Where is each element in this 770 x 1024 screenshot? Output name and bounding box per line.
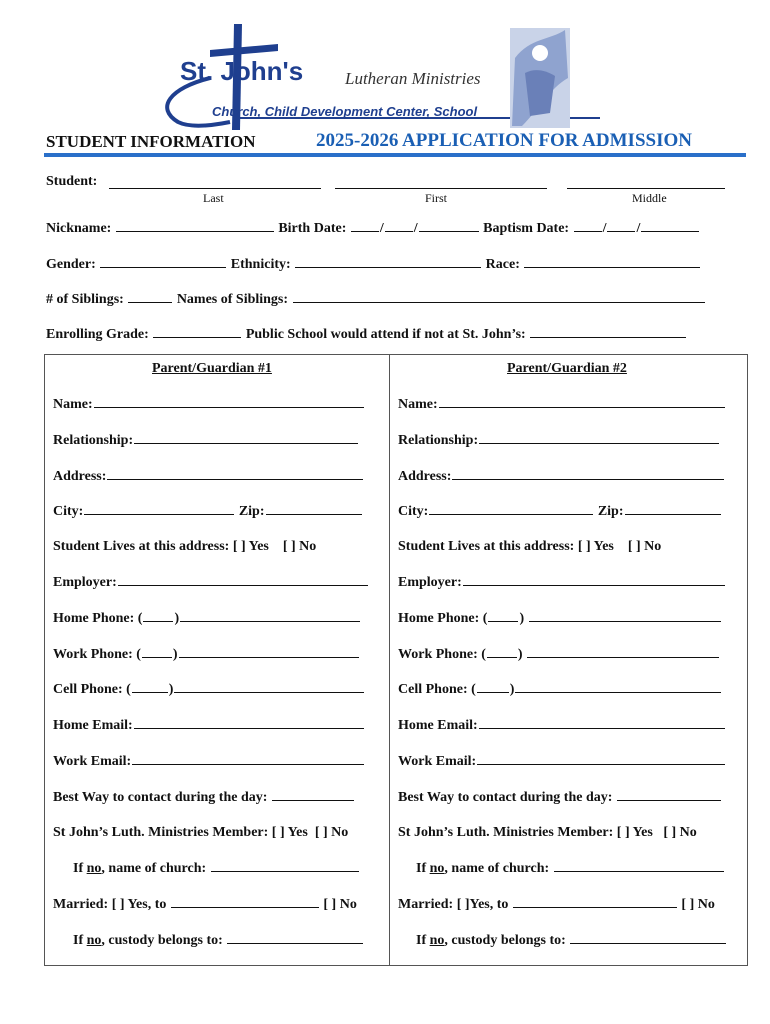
p2-home-email-row: [398, 718, 726, 734]
no-word: no: [429, 933, 445, 948]
p1-relationship-field[interactable]: [134, 442, 358, 444]
p2-city-label: City:: [398, 504, 429, 519]
p2-member-no[interactable]: [ ] No: [663, 825, 697, 840]
p2-lives-yes[interactable]: Student Lives at this address: [ ] Yes: [398, 539, 614, 554]
p1-church-field[interactable]: [211, 870, 359, 872]
baptism-date-label: Baptism Date:: [483, 221, 570, 236]
p1-custody-row: [73, 933, 364, 949]
no-word: no: [86, 861, 102, 876]
p1-home-phone-field[interactable]: [180, 620, 360, 622]
if-word: If: [416, 933, 427, 948]
p1-member-yes[interactable]: St John’s Luth. Ministries Member: [ ] Yes: [53, 825, 308, 840]
nickname-field[interactable]: [116, 230, 274, 232]
baptism-year-field[interactable]: [641, 230, 699, 232]
p2-work-email-row: [398, 754, 726, 770]
close-paren: ): [168, 682, 174, 697]
p2-custody-row: [416, 933, 727, 949]
nickname-row: Nickname: Birth Date: / / Baptism Date: / /: [46, 221, 700, 237]
baptism-day-field[interactable]: [607, 230, 635, 232]
p2-address-row: [398, 469, 725, 485]
p1-cell-phone-row: [53, 682, 365, 698]
p2-church-label: , name of church:: [444, 861, 550, 876]
if-word: If: [73, 933, 84, 948]
p2-cell-phone-label: Cell Phone: (: [398, 682, 476, 697]
close-paren: ): [172, 647, 178, 662]
p1-church-label: , name of church:: [101, 861, 207, 876]
p1-home-phone-label: Home Phone: (: [53, 611, 143, 626]
p1-married-no[interactable]: [ ] No: [323, 897, 357, 912]
race-label: Race:: [485, 257, 520, 272]
p1-home-phone-row: [53, 611, 361, 627]
nickname-label: Nickname:: [46, 221, 112, 236]
p1-cell-phone-field[interactable]: [174, 691, 364, 693]
p1-work-phone-field[interactable]: [179, 656, 359, 658]
middle-label: Middle: [632, 191, 667, 205]
p2-employer-label: Employer:: [398, 575, 462, 590]
p1-spouse-field[interactable]: [171, 906, 319, 908]
p2-work-phone-field[interactable]: [527, 656, 719, 658]
p1-best-way-label: Best Way to contact during the day:: [53, 790, 268, 805]
p2-member-yes[interactable]: St John’s Luth. Ministries Member: [ ] Yes: [398, 825, 653, 840]
p1-work-phone-label: Work Phone: (: [53, 647, 141, 662]
p2-city-field[interactable]: [429, 513, 593, 515]
p2-lives-no[interactable]: [ ] No: [627, 539, 662, 554]
table-divider: [389, 354, 390, 966]
p2-best-way-field[interactable]: [617, 799, 721, 801]
student-row: [46, 174, 97, 190]
p2-work-area-field[interactable]: [487, 656, 517, 658]
close-paren: ): [517, 647, 523, 662]
p2-name-label: Name:: [398, 397, 438, 412]
if-word: If: [73, 861, 84, 876]
p2-home-phone-label: Home Phone: (: [398, 611, 488, 626]
middle-name-field[interactable]: [567, 187, 725, 189]
p2-home-area-field[interactable]: [488, 620, 518, 622]
p2-address-label: Address:: [398, 469, 452, 484]
birth-date-label: Birth Date:: [278, 221, 347, 236]
p2-work-phone-row: [398, 647, 720, 663]
last-name-field[interactable]: [109, 187, 321, 189]
p2-cell-area-field[interactable]: [477, 691, 509, 693]
baptism-month-field[interactable]: [574, 230, 602, 232]
title-rule: [44, 153, 746, 157]
p1-address-field[interactable]: [107, 478, 363, 480]
logo-tagline: Church, Child Development Center, School: [212, 104, 478, 119]
p2-zip-field[interactable]: [625, 513, 721, 515]
p1-name-field[interactable]: [94, 406, 364, 408]
siblings-names-field[interactable]: [293, 301, 705, 303]
p1-work-email-field[interactable]: [132, 763, 364, 765]
p1-lives-no[interactable]: [ ] No: [282, 539, 317, 554]
enrolling-grade-label: Enrolling Grade:: [46, 327, 149, 342]
p1-city-row: [53, 504, 363, 520]
p1-employer-label: Employer:: [53, 575, 117, 590]
siblings-row: [46, 292, 706, 308]
p2-home-email-field[interactable]: [479, 727, 725, 729]
p2-custody-label: , custody belongs to:: [444, 933, 566, 948]
student-label: Student:: [46, 174, 98, 189]
p2-address-field[interactable]: [452, 478, 724, 480]
p1-employer-field[interactable]: [118, 584, 368, 586]
p1-city-field[interactable]: [84, 513, 234, 515]
p2-church-row: [416, 861, 725, 877]
p1-member-row: [53, 825, 348, 841]
p1-best-way-row: [53, 790, 355, 806]
p1-home-email-field[interactable]: [134, 727, 364, 729]
logo-st: St. John's: [180, 56, 304, 86]
first-label: First: [425, 191, 448, 205]
p2-church-field[interactable]: [554, 870, 724, 872]
p1-custody-field[interactable]: [227, 942, 363, 944]
public-school-label: Public School would attend if not at St. John’s:: [245, 327, 526, 342]
p2-relationship-row: [398, 433, 720, 449]
p2-spouse-field[interactable]: [513, 906, 677, 908]
public-school-field[interactable]: [530, 336, 686, 338]
p1-member-no[interactable]: [ ] No: [314, 825, 349, 840]
siblings-count-field[interactable]: [128, 301, 172, 303]
p2-married-label[interactable]: Married: [ ]Yes, to: [398, 897, 509, 912]
p2-relationship-label: Relationship:: [398, 433, 479, 448]
siblings-names-label: Names of Siblings:: [176, 292, 289, 307]
p2-married-no[interactable]: [ ] No: [681, 897, 715, 912]
p1-zip-field[interactable]: [266, 513, 362, 515]
p2-home-phone-field[interactable]: [529, 620, 721, 622]
p2-custody-field[interactable]: [570, 942, 726, 944]
p1-relationship-row: [53, 433, 359, 449]
gender-row: [46, 257, 701, 273]
p2-home-phone-row: [398, 611, 722, 627]
p1-work-phone-row: [53, 647, 360, 663]
no-word: no: [86, 933, 102, 948]
p2-work-email-label: Work Email:: [398, 754, 477, 769]
p2-lives-row: [398, 539, 661, 555]
p1-address-label: Address:: [53, 469, 107, 484]
parent2-title: Parent/Guardian #2: [507, 361, 627, 376]
p2-zip-label: Zip:: [597, 504, 624, 519]
p2-home-email-label: Home Email:: [398, 718, 478, 733]
p1-home-email-label: Home Email:: [53, 718, 133, 733]
p1-zip-label: Zip:: [238, 504, 265, 519]
ethnicity-field[interactable]: [295, 266, 481, 268]
p2-name-field[interactable]: [439, 406, 725, 408]
p1-work-email-row: [53, 754, 365, 770]
race-field[interactable]: [524, 266, 700, 268]
p2-best-way-row: [398, 790, 722, 806]
p1-home-email-row: [53, 718, 365, 734]
p2-name-row: [398, 397, 726, 413]
gender-label: Gender:: [46, 257, 96, 272]
p2-cell-phone-field[interactable]: [515, 691, 721, 693]
if-word: If: [416, 861, 427, 876]
p2-work-email-field[interactable]: [477, 763, 725, 765]
p1-work-area-field[interactable]: [142, 656, 172, 658]
birth-month-field[interactable]: [351, 230, 379, 232]
p1-lives-yes[interactable]: Student Lives at this address: [ ] Yes: [53, 539, 269, 554]
st-johns-logo: [150, 18, 620, 133]
logo-ministries: Lutheran Ministries: [345, 69, 481, 88]
p1-custody-label: , custody belongs to:: [101, 933, 223, 948]
last-label: Last: [203, 191, 224, 205]
birth-year-field[interactable]: [419, 230, 479, 232]
ethnicity-label: Ethnicity:: [230, 257, 291, 272]
p2-member-row: [398, 825, 697, 841]
p1-married-row: [53, 897, 357, 913]
close-paren: ): [509, 682, 515, 697]
p2-married-row: [398, 897, 715, 913]
parent1-title: Parent/Guardian #1: [152, 361, 272, 376]
p1-cell-phone-label: Cell Phone: (: [53, 682, 131, 697]
close-paren: ): [174, 611, 180, 626]
p1-employer-row: [53, 575, 369, 591]
p2-work-phone-label: Work Phone: (: [398, 647, 486, 662]
birth-day-field[interactable]: [385, 230, 413, 232]
p2-best-way-label: Best Way to contact during the day:: [398, 790, 613, 805]
p1-church-row: [73, 861, 360, 877]
p2-employer-field[interactable]: [463, 584, 725, 586]
siblings-count-label: # of Siblings:: [46, 292, 124, 307]
application-title: 2025-2026 APPLICATION FOR ADMISSION: [316, 130, 692, 151]
p2-cell-phone-row: [398, 682, 722, 698]
p1-name-label: Name:: [53, 397, 93, 412]
p1-relationship-label: Relationship:: [53, 433, 134, 448]
p2-employer-row: [398, 575, 726, 591]
p1-cell-area-field[interactable]: [132, 691, 168, 693]
close-paren: ): [519, 611, 525, 626]
p1-name-row: [53, 397, 365, 413]
p2-city-row: [398, 504, 722, 520]
section-title: STUDENT INFORMATION: [46, 132, 256, 151]
p1-city-label: City:: [53, 504, 84, 519]
p1-married-label[interactable]: Married: [ ] Yes, to: [53, 897, 167, 912]
enrolling-grade-field[interactable]: [153, 336, 241, 338]
no-word: no: [429, 861, 445, 876]
gender-field[interactable]: [100, 266, 226, 268]
first-name-field[interactable]: [335, 187, 547, 189]
p2-relationship-field[interactable]: [479, 442, 719, 444]
p1-home-area-field[interactable]: [143, 620, 173, 622]
p1-address-row: [53, 469, 364, 485]
p1-best-way-field[interactable]: [272, 799, 354, 801]
p1-work-email-label: Work Email:: [53, 754, 132, 769]
grade-row: [46, 327, 687, 343]
p1-lives-row: [53, 539, 316, 555]
